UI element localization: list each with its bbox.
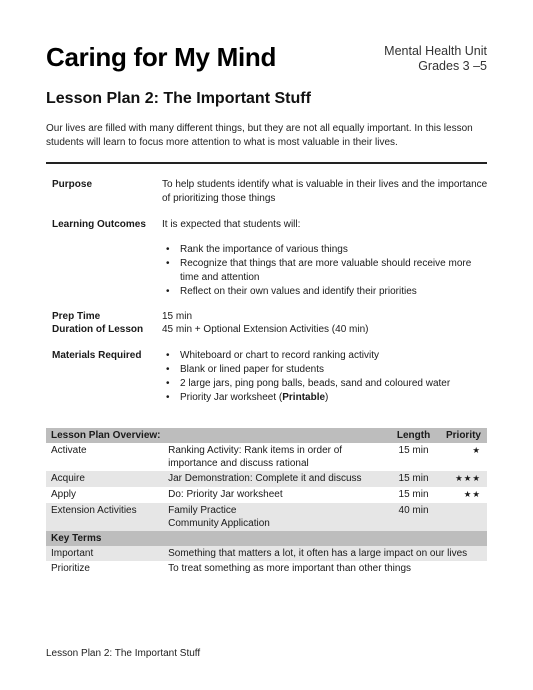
materials-list xyxy=(162,349,482,405)
outcomes-intro: It is expected that students will: xyxy=(162,219,301,230)
list-item: • Blank or lined paper for students xyxy=(162,363,482,377)
table-row xyxy=(46,503,487,531)
term-cell: Important xyxy=(46,546,163,561)
list-item: • Rank the importance of various things xyxy=(162,243,482,257)
activity-line: importance and discuss rational xyxy=(168,458,309,469)
materials-label: Materials Required xyxy=(52,350,142,361)
printable-link[interactable]: Printable xyxy=(282,392,326,403)
prep-value: 15 min xyxy=(162,311,193,322)
length-cell: 15 min xyxy=(398,489,429,500)
page-footer: Lesson Plan 2: The Important Stuff xyxy=(46,648,201,659)
purpose-label: Purpose xyxy=(52,179,93,190)
priority-cell xyxy=(441,471,487,487)
definition-cell: Something that matters a lot, it often has a large impact on our lives xyxy=(163,546,487,561)
table-header xyxy=(46,428,487,443)
unit-info xyxy=(384,44,487,74)
star-icon: ★★★ xyxy=(455,474,481,484)
activity-cell xyxy=(163,443,386,471)
page-title: Caring for My Mind xyxy=(46,42,277,72)
outcomes-list xyxy=(162,243,482,299)
activity-cell: Jar Demonstration: Complete it and discuss xyxy=(163,471,386,487)
lesson-title: Lesson Plan 2: The Important Stuff xyxy=(46,90,311,107)
grade-range: Grades 3 –5 xyxy=(418,59,487,73)
lesson-intro: Our lives are filled with many different things, but they are not all equally important. In this lesson students will learn to focus more attention to what is most valuable in their lives. xyxy=(46,123,473,148)
stage-cell: Acquire xyxy=(46,471,163,487)
table-row xyxy=(46,561,487,576)
length-header: Length xyxy=(386,428,441,443)
term-cell: Prioritize xyxy=(51,563,90,574)
activity-line: Family Practice xyxy=(168,505,237,516)
table-row xyxy=(46,443,487,471)
activity-cell xyxy=(163,503,386,531)
stage-cell: Apply xyxy=(51,489,77,500)
length-cell: 15 min xyxy=(398,445,429,456)
table-row xyxy=(46,546,487,561)
star-icon: ★ xyxy=(472,446,481,456)
purpose-text: To help students identify what is valuable in their lives and the importance of prioritizing those things xyxy=(162,179,488,204)
worksheet-text-end: ) xyxy=(325,392,329,403)
key-terms-label: Key Terms xyxy=(46,531,487,546)
list-item: • Whiteboard or chart to record ranking activity xyxy=(162,349,482,363)
definition-cell: To treat something as more important than other things xyxy=(168,563,412,574)
stage-cell: Activate xyxy=(51,445,87,456)
list-item: • Reflect on their own values and identify their priorities xyxy=(162,285,482,299)
priority-cell xyxy=(441,443,487,471)
outcomes-label: Learning Outcomes xyxy=(52,219,146,230)
key-terms-header xyxy=(46,531,487,546)
prep-label: Prep Time xyxy=(52,311,101,322)
table-row xyxy=(46,471,487,487)
activity-line: Ranking Activity: Rank items in order of xyxy=(168,445,343,456)
overview-header: Lesson Plan Overview: xyxy=(46,428,386,443)
list-item xyxy=(162,391,482,405)
stage-cell: Extension Activities xyxy=(46,503,163,531)
priority-header: Priority xyxy=(441,428,487,443)
table-row xyxy=(46,487,487,503)
star-icon: ★★ xyxy=(463,490,481,500)
list-item: • 2 large jars, ping pong balls, beads, sand and coloured water xyxy=(162,377,482,391)
lesson-overview-table xyxy=(46,428,487,576)
worksheet-text: Priority Jar worksheet ( xyxy=(180,392,283,403)
activity-line: Community Application xyxy=(168,518,270,529)
duration-label: Duration of Lesson xyxy=(52,324,144,335)
section-divider xyxy=(46,162,487,164)
unit-name: Mental Health Unit xyxy=(384,44,487,58)
length-cell: 15 min xyxy=(386,471,441,487)
length-cell: 40 min xyxy=(386,503,441,531)
priority-cell xyxy=(441,487,487,503)
duration-value: 45 min + Optional Extension Activities (40 min) xyxy=(162,324,369,335)
activity-cell: Do: Priority Jar worksheet xyxy=(168,489,283,500)
priority-cell xyxy=(441,503,487,531)
list-item: • Recognize that things that are more valuable should receive more time and attention xyxy=(162,257,482,284)
